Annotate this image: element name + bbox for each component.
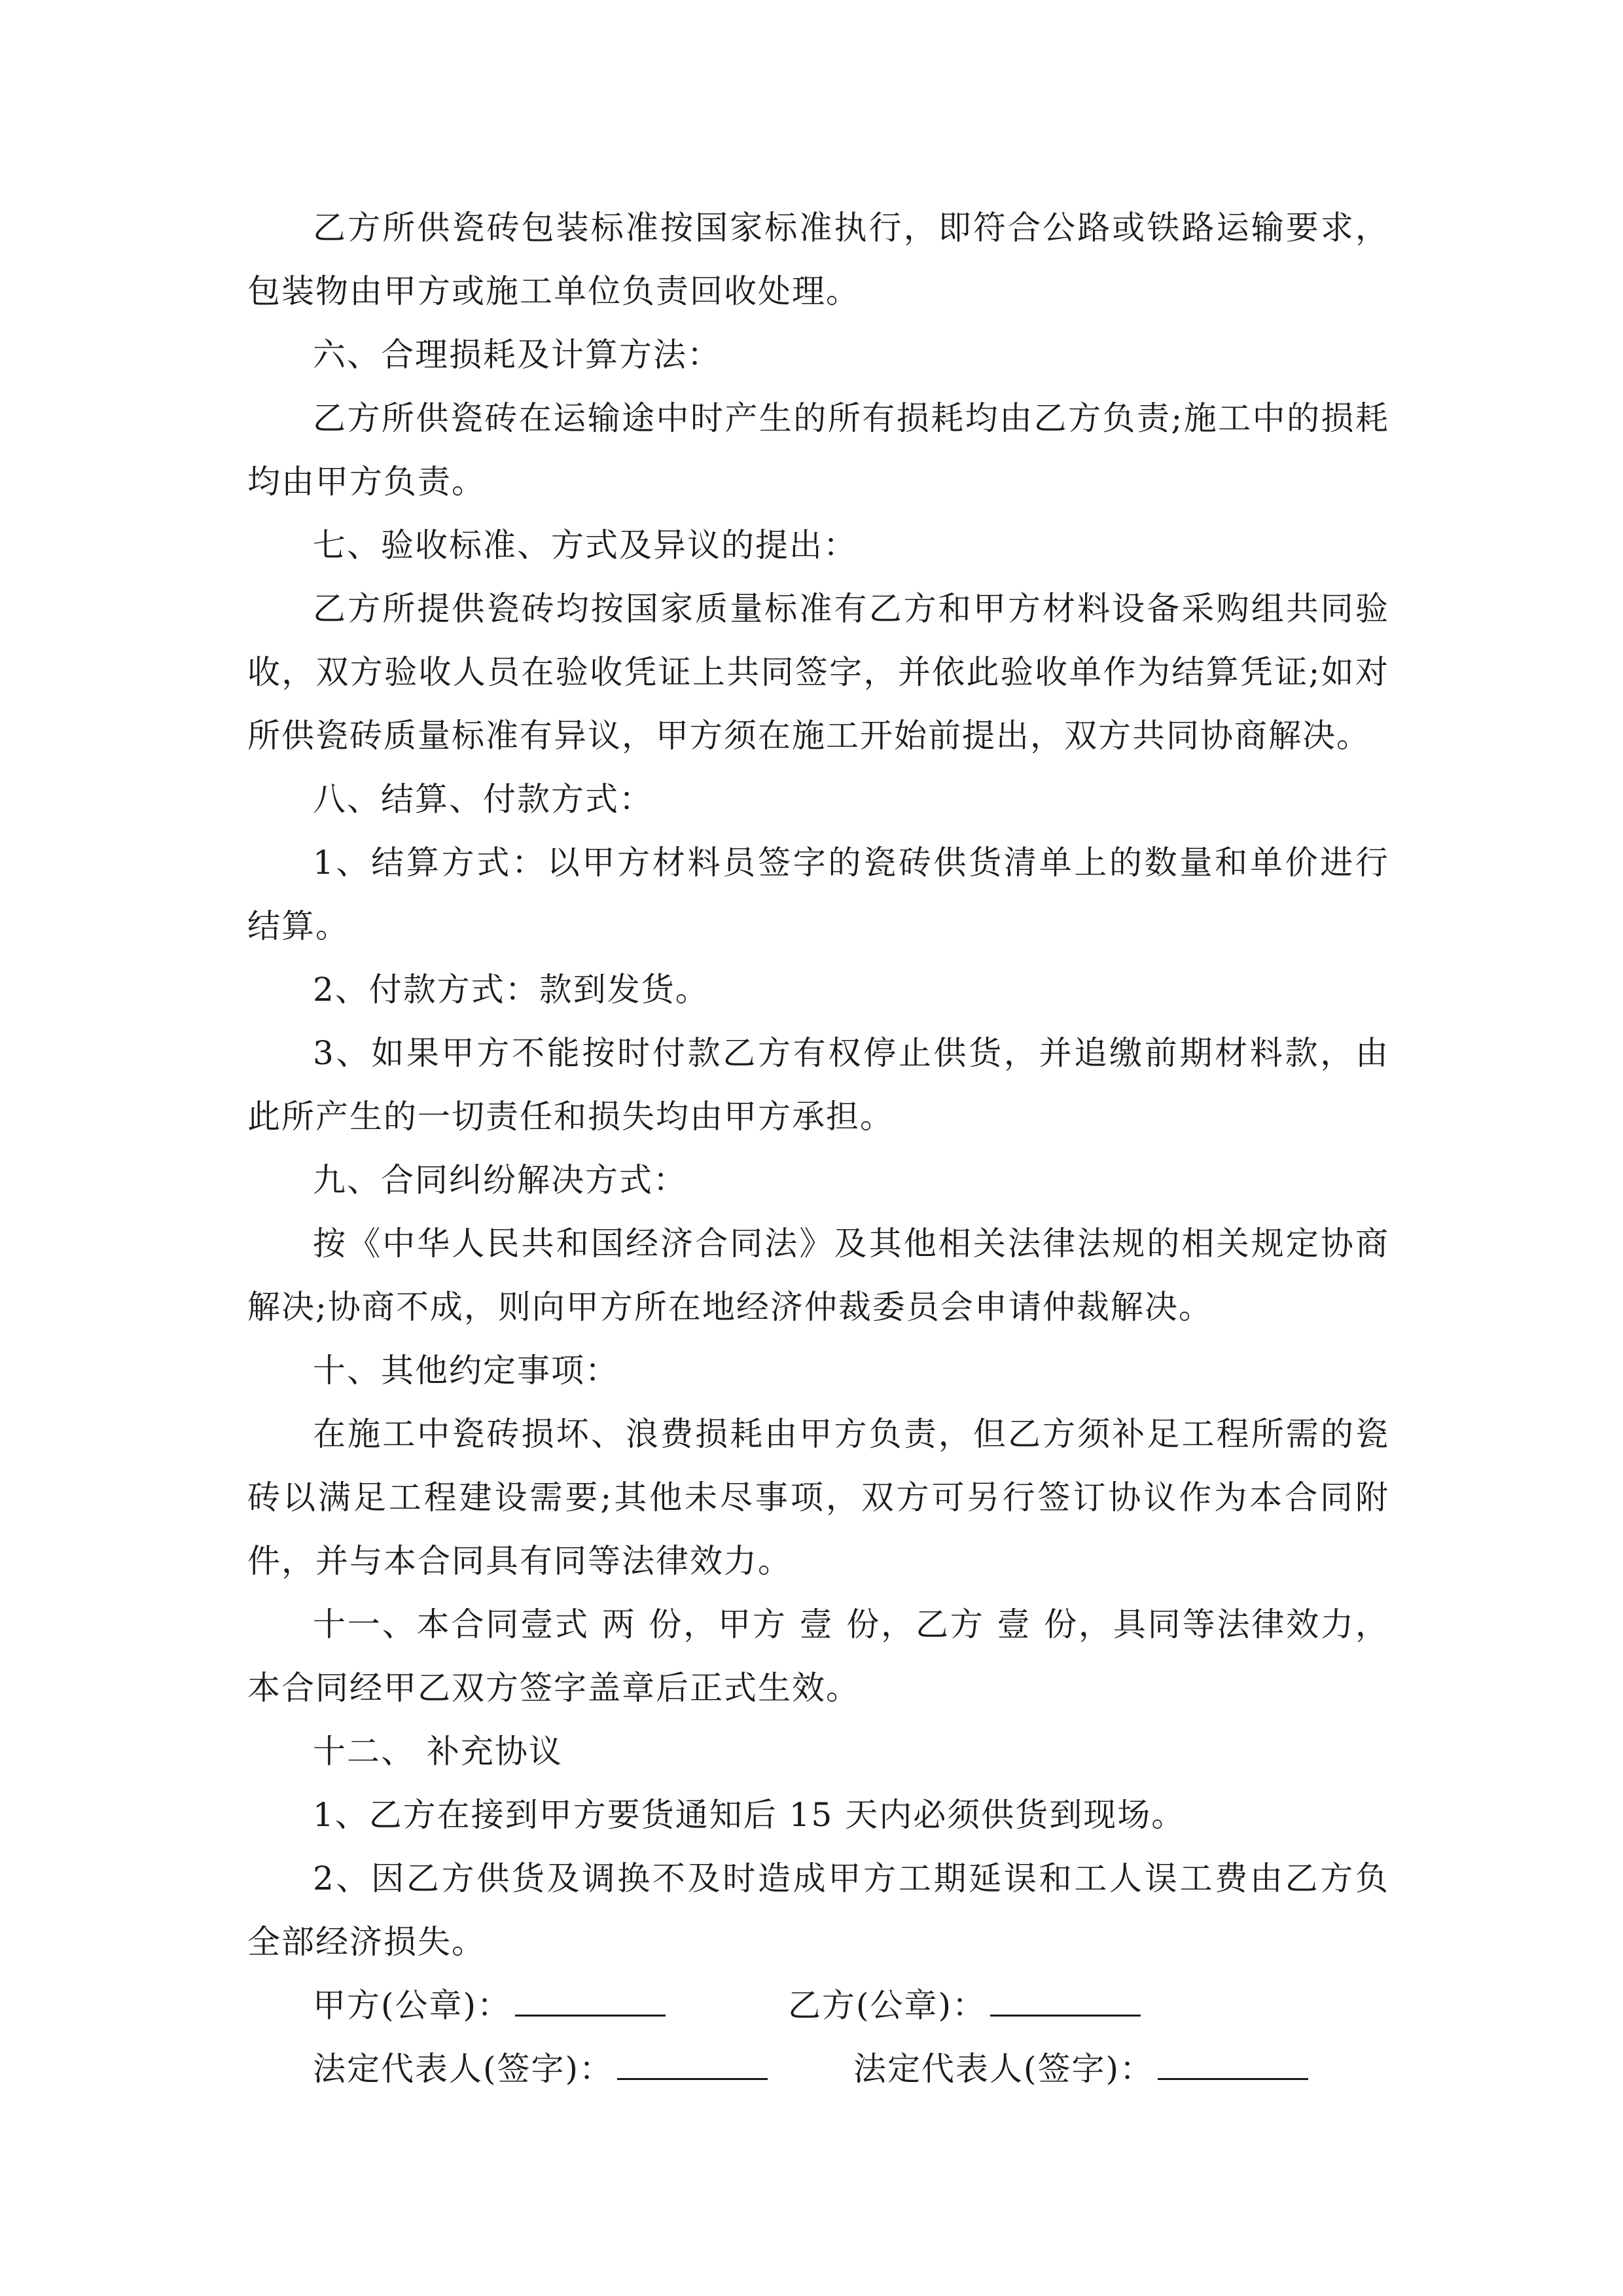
party-b-seal-blank[interactable] bbox=[990, 1975, 1141, 2017]
party-a-seal-label: 甲方(公章)： bbox=[313, 1986, 512, 2024]
party-b-rep-blank[interactable] bbox=[1158, 2039, 1308, 2080]
other-matters-clause: 在施工中瓷砖损坏、浪费损耗由甲方负责，但乙方须补足工程所需的瓷砖以满足工程建设需要;其他未尽事项，双方可另行签订协议作为本合同附件，并与本合同具有同等法律效力。 bbox=[247, 1415, 1389, 1580]
payment-method: 2、付款方式：款到发货。 bbox=[313, 971, 709, 1009]
party-a-rep-blank[interactable] bbox=[617, 2039, 768, 2080]
section-12-heading: 十二、 补充协议 bbox=[313, 1732, 563, 1770]
loss-clause: 乙方所供瓷砖在运输途中时产生的所有损耗均由乙方负责;施工中的损耗均由甲方负责。 bbox=[247, 399, 1389, 501]
supplement-item-2: 2、因乙方供货及调换不及时造成甲方工期延误和工人误工费由乙方负全部经济损失。 bbox=[247, 1859, 1389, 1961]
contract-body bbox=[247, 196, 1389, 2101]
packaging-clause: 乙方所供瓷砖包装标准按国家标准执行，即符合公路或铁路运输要求，包装物由甲方或施工单位负责回收处理。 bbox=[247, 209, 1389, 310]
section-10-heading: 十、其他约定事项： bbox=[313, 1352, 619, 1390]
party-b-rep-label: 法定代表人(签字)： bbox=[853, 2050, 1154, 2088]
supplement-item-1: 1、乙方在接到甲方要货通知后 15 天内必须供货到现场。 bbox=[313, 1796, 1186, 1834]
seal-row bbox=[247, 1974, 1389, 2037]
section-7-heading: 七、验收标准、方式及异议的提出： bbox=[313, 526, 857, 564]
section-9-heading: 九、合同纠纷解决方式： bbox=[313, 1161, 687, 1199]
section-6-heading: 六、合理损耗及计算方法： bbox=[313, 336, 721, 374]
section-11-clause: 十一、本合同壹式 两 份，甲方 壹 份，乙方 壹 份，具同等法律效力，本合同经甲乙双方签字盖章后正式生效。 bbox=[247, 1605, 1389, 1707]
party-a-seal bbox=[313, 1974, 666, 2037]
party-a-rep bbox=[313, 2037, 768, 2101]
party-a-seal-blank[interactable] bbox=[515, 1975, 666, 2017]
section-8-heading: 八、结算、付款方式： bbox=[313, 780, 653, 818]
settlement-method: 1、结算方式：以甲方材料员签字的瓷砖供货清单上的数量和单价进行结算。 bbox=[247, 844, 1389, 945]
party-a-rep-label: 法定代表人(签字)： bbox=[313, 2050, 614, 2088]
party-b-rep bbox=[853, 2037, 1308, 2101]
representative-row bbox=[247, 2037, 1389, 2101]
acceptance-clause: 乙方所提供瓷砖均按国家质量标准有乙方和甲方材料设备采购组共同验收，双方验收人员在验收凭证上共同签字，并依此验收单作为结算凭证;如对所供瓷砖质量标准有异议，甲方须在施工开始前提出，双方共同协商解决。 bbox=[247, 590, 1389, 755]
party-b-seal-label: 乙方(公章)： bbox=[788, 1986, 987, 2024]
dispute-clause: 按《中华人民共和国经济合同法》及其他相关法律法规的相关规定协商解决;协商不成，则向甲方所在地经济仲裁委员会申请仲裁解决。 bbox=[247, 1225, 1389, 1326]
late-payment-clause: 3、如果甲方不能按时付款乙方有权停止供货，并追缴前期材料款，由此所产生的一切责任和损失均由甲方承担。 bbox=[247, 1034, 1389, 1136]
party-b-seal bbox=[788, 1974, 1141, 2037]
